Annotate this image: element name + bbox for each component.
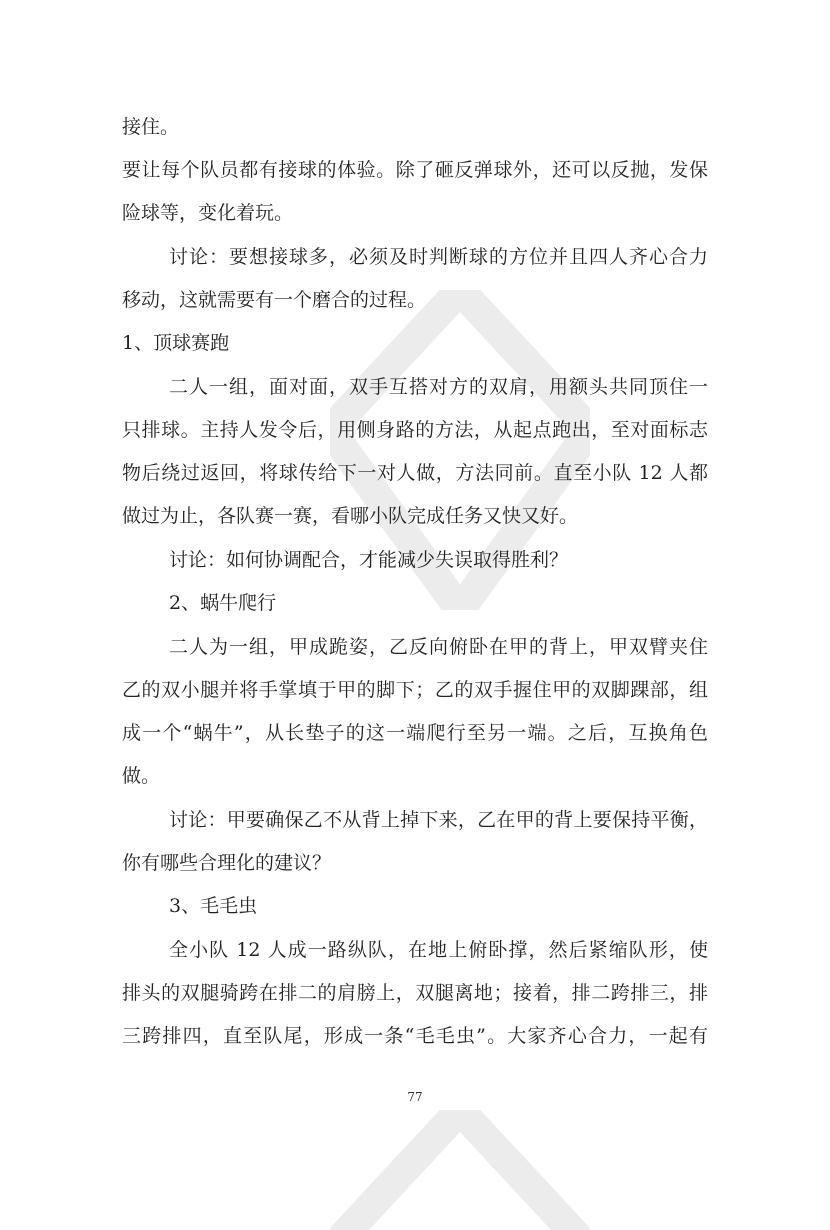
text-line: 物后绕过返回，将球传给下一对人做，方法同前。直至小队 12 人都	[122, 462, 708, 484]
text-line: 三跨排四，直至队尾，形成一条“毛毛虫”。大家齐心合力，一起有	[122, 1025, 708, 1047]
text-line: 移动，这就需要有一个磨合的过程。	[122, 289, 427, 311]
text-line: 你有哪些合理化的建议？	[122, 852, 332, 874]
text-line: 只排球。主持人发令后，用侧身路的方法，从起点跑出，至对面标志	[122, 419, 708, 441]
text-line: 做过为止，各队赛一赛，看哪小队完成任务又快又好。	[122, 505, 579, 527]
text-line: 二人为一组，甲成跪姿，乙反向俯卧在甲的背上，甲双臂夹住	[169, 636, 708, 658]
text-line: 险球等，变化着玩。	[122, 202, 294, 224]
page-number: 77	[407, 1090, 423, 1104]
text-line: 接住。	[122, 116, 180, 138]
text-line: 做。	[122, 765, 161, 787]
text-line: 乙的双小腿并将手掌填于甲的脚下；乙的双手握住甲的双脚踝部，组	[122, 679, 708, 701]
text-line: 成一个“蜗牛”，从长垫子的这一端爬行至另一端。之后，互换角色	[122, 722, 708, 744]
text-line: 讨论：要想接球多，必须及时判断球的方位并且四人齐心合力	[169, 246, 708, 268]
section-heading: 3、毛毛虫	[169, 895, 258, 917]
text-line: 讨论：如何协调配合，才能减少失误取得胜利？	[169, 549, 569, 571]
text-line: 全小队 12 人成一路纵队，在地上俯卧撑，然后紧缩队形，使	[169, 939, 708, 961]
section-heading: 1、顶球赛跑	[122, 332, 230, 354]
text-line: 要让每个队员都有接球的体验。除了砸反弹球外，还可以反抛，发保	[122, 159, 708, 181]
text-line: 二人一组，面对面，双手互搭对方的双肩，用额头共同顶住一	[169, 376, 708, 398]
text-line: 排头的双腿骑跨在排二的肩膀上，双腿离地；接着，排二跨排三，排	[122, 982, 708, 1004]
section-heading: 2、蜗牛爬行	[169, 592, 277, 614]
text-line: 讨论：甲要确保乙不从背上掉下来，乙在甲的背上要保持平衡，	[169, 809, 708, 831]
watermark-logo-bottom	[330, 1110, 590, 1230]
